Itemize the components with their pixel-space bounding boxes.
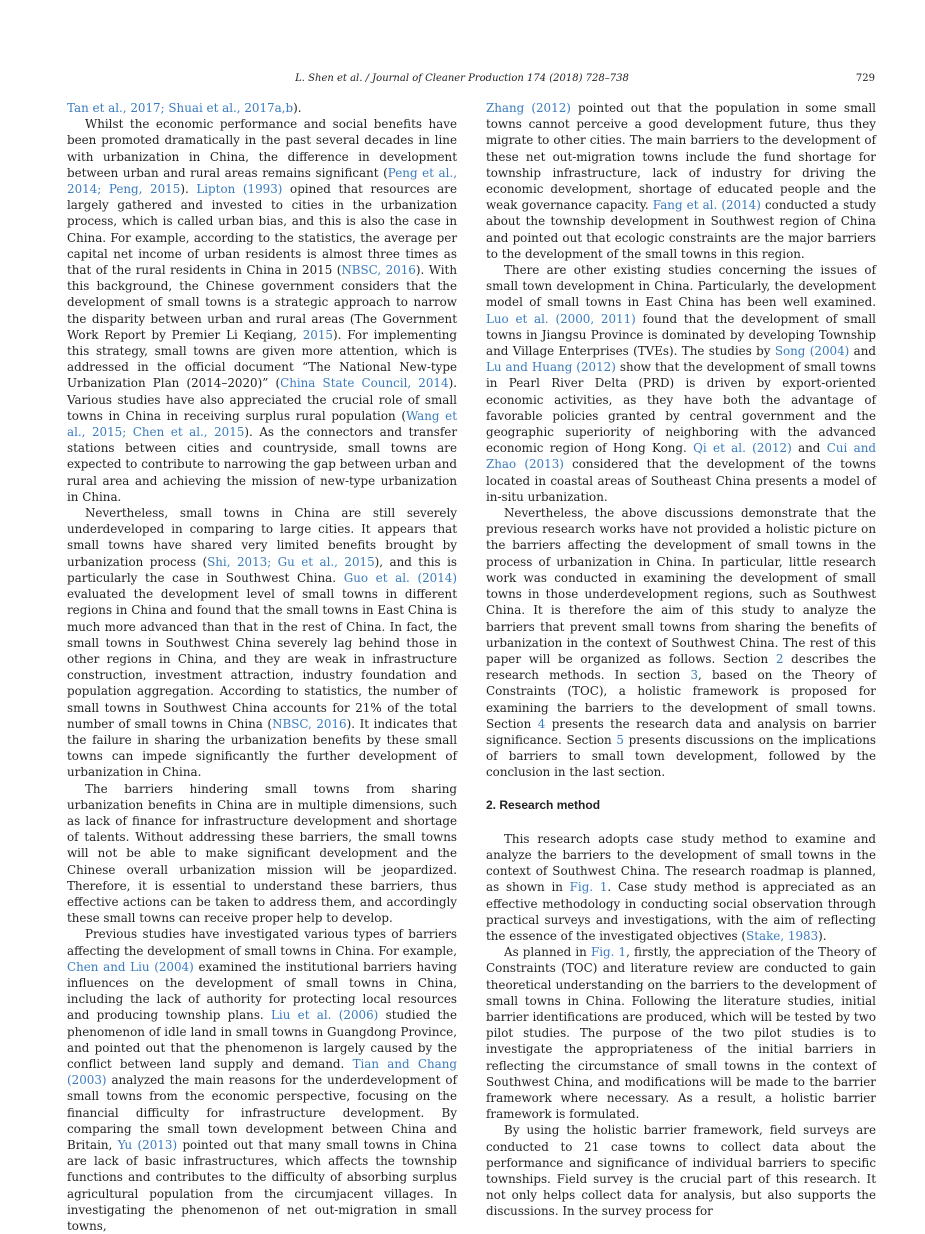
paragraph: The barriers hindering small towns from sharing urbanization benefits in China are in multiple dimensions, such as lack of finance for infrastructure development and shortage of talents. Without addressing these barriers, the small towns will not be able to make significant development and the Chinese overall urbanization mission will be jeopardized. Therefore, it is essential to understand these barriers, thus effective actions can be taken to address them, and accordingly these small towns can receive proper help to develop. [67,781,457,926]
citation-link[interactable]: Qi et al. (2012) [693,441,792,456]
citation-link[interactable]: Lu and Huang (2012) [486,360,616,375]
section-link[interactable]: 3 [690,668,699,683]
section-link[interactable]: 4 [537,716,546,731]
paragraph: As planned in Fig. 1, firstly, the appreciation of the Theory of Constraints (TOC) and literature review are conducted to gain theoretical understanding on the barriers to the development of small towns in China. Following the literature studies, initial barrier identifications are produced, which will be tested by two pilot studies. The purpose of the two pilot studies is to investigate the appropriateness of the initial barriers in reflecting the circumstance of small towns in the context of Southwest China, and modifications will be made to the barrier framework where necessary. As a result, a holistic barrier framework is formulated. [486,945,877,1122]
section-link[interactable]: 2 [775,651,784,666]
right-column [486,100,876,1220]
paragraph: Previous studies have investigated various types of barriers affecting the development of small towns in China. For example, Chen and Liu (2004) examined the institutional barriers having influences on the development of small towns in China, including the lack of authority for protecting local resources and producing township plans. Liu et al. (2006) studied the phenomenon of idle land in small towns in Guangdong Province, and pointed out that the phenomenon is largely caused by the conflict between land supply and demand. Tian and Chang (2003) analyzed the main reasons for the underdevelopment of small towns from the economic perspective, focusing on the financial difficulty for infrastructure development. By comparing the small town development between China and Britain, Yu (2013) pointed out that many small towns in China are lack of basic infrastructures, which affects the township functions and contributes to the difficulty of absorbing surplus agricultural population from the circumjacent villages. In investigating the phenomenon of net out-migration in small towns, [67,927,458,1234]
citation-link[interactable]: Tian and Chang (2003) [67,1056,458,1088]
page-number: 729 [855,73,875,84]
citation-link[interactable]: Guo et al. (2014) [343,570,457,585]
paragraph: By using the holistic barrier framework, field surveys are conducted to 21 case towns to collect data about the performance and significance of individual barriers to specific townships. Field survey is the crucial part of this research. It not only helps collect data for analysis, but also supports the discussions. In the survey process for [486,1123,876,1219]
citation-link[interactable]: NBSC, 2016 [341,263,416,278]
paragraph: Nevertheless, the above discussions demonstrate that the previous research works have not provided a holistic picture on the barriers affecting the development of small towns in the process of urbanization in China. In particular, little research work was conducted in examining the development of small towns in those underdevelopment regions, such as Southwest China. It is therefore the aim of this study to analyze the barriers that prevent small towns from sharing the benefits of urbanization in the context of Southwest China. The rest of this paper will be organized as follows. Section 2 describes the research methods. In section 3, based on the Theory of Constraints (TOC), a holistic framework is proposed for examining the barriers to the development of small towns. Section 4 presents the research data and analysis on barrier significance. Section 5 presents discussions on the implications of barriers to small town development, followed by the conclusion in the last section. [486,506,876,780]
citation-link[interactable]: Cui and Zhao (2013) [486,441,877,472]
paragraph: Tan et al., 2017; Shuai et al., 2017a,b). [67,101,302,115]
citation-link[interactable]: Song (2004) [774,344,850,359]
section-heading: 2. Research method [486,797,601,812]
citation-link[interactable]: Liu et al. (2006) [271,1008,379,1023]
citation-link[interactable]: 2015 [302,327,333,342]
citation-link[interactable]: Zhang (2012) [486,101,571,115]
citation-link[interactable]: Yu (2013) [117,1138,178,1152]
left-column [67,100,457,1234]
citation-link[interactable]: Stake, 1983 [746,928,819,943]
citation-link[interactable]: Fang et al. (2014) [652,198,761,213]
citation-link[interactable]: Peng et al., 2014; Peng, 2015 [67,165,457,197]
citation-link[interactable]: China State Council, 2014 [280,376,449,391]
citation-link[interactable]: Shi, 2013; Gu et al., 2015 [207,554,375,569]
paragraph: This research adopts case study method to examine and analyze the barriers to the development of small towns in the context of Southwest China. The research roadmap is planned, as shown in Fig. 1. Case study method is appreciated as an effective methodology in conducting social observation through practical surveys and investigations, with the aim of reflecting the essence of the investigated objectives (Stake, 1983). [486,831,876,943]
citation-link[interactable]: Tan et al., 2017; Shuai et al., 2017a,b [67,101,294,115]
citation-link[interactable]: Wang et al., 2015; Chen et al., 2015 [67,408,457,440]
paragraph: Whilst the economic performance and social benefits have been promoted dramatically in the past several decades in line with urbanization in China, the difference in development between urban and rural areas remains significant (Peng et al., 2014; Peng, 2015). Lipton (1993) opined that resources are largely gathered and invested to cities in the urbanization process, which is called urban bias, and this is also the case in China. For example, according to the statistics, the average per capital net income of urban residents is almost three times as that of the rural residents in China in 2015 (NBSC, 2016). With this background, the Chinese government considers that the development of small towns is a strategic approach to narrow the disparity between urban and rural areas (The Government Work Report by Premier Li Keqiang, 2015). For implementing this strategy, small towns are given more attention, which is addressed in the official document “The National New-type Urbanization Plan (2014–2020)” (China State Council, 2014). Various studies have also appreciated the crucial role of small towns in China in receiving surplus rural population (Wang et al., 2015; Chen et al., 2015). As the connectors and transfer stations between cities and countryside, small towns are expected to contribute to narrowing the gap between urban and rural area and achieving the mission of new-type urbanization in China. [67,117,457,504]
figure-link[interactable]: Fig. 1 [569,880,608,895]
paragraph: Zhang (2012) pointed out that the population in some small towns cannot perceive a good development future, thus they migrate to other cities. The main barriers to the development of these net out-migration towns include the fund shortage for township infrastructure, lack of industry for driving the economic development, shortage of educated people and the weak governance capacity. Fang et al. (2014) conducted a study about the township development in Southwest region of China and pointed out that ecologic constraints are the major barriers to the development of the small towns in this region. [486,101,876,261]
citation-link[interactable]: Luo et al. (2000, 2011) [486,311,636,326]
citation-link[interactable]: Chen and Liu (2004) [67,959,194,974]
section-link[interactable]: 5 [616,732,624,747]
citation-link[interactable]: Lipton (1993) [196,182,283,197]
paragraph: There are other existing studies concerning the issues of small town development in China. Particularly, the development model of small towns in East China has been well examined. Luo et al. (2000, 2011) found that the development of small towns in Jiangsu Province is dominated by developing Township and Village Enterprises (TVEs). The studies by Song (2004) and Lu and Huang (2012) show that the development of small towns in Pearl River Delta (PRD) is driven by export-oriented economic activities, as they have both the advantage of favorable policies granted by central government and the geographic superiority of neighboring with the advanced economic region of Hong Kong. Qi et al. (2012) and Cui and Zhao (2013) considered that the development of the towns located in coastal areas of Southeast China presents a model of in-situ urbanization. [486,263,877,504]
page-header [0,70,925,90]
running-head: L. Shen et al. / Journal of Cleaner Production 174 (2018) 728–738 [295,73,629,84]
paragraph: Nevertheless, small towns in China are still severely underdeveloped in comparing to large cities. It appears that small towns have shared very limited benefits brought by urbanization process (Shi, 2013; Gu et al., 2015), and this is particularly the case in Southwest China. Guo et al. (2014) evaluated the development level of small towns in different regions in China and found that the small towns in East China is much more advanced than that in the rest of China. In fact, the small towns in Southwest China severely lag behind those in other regions in China, and they are weak in infrastructure construction, investment attraction, industry foundation and population aggregation. According to statistics, the number of small towns in Southwest China accounts for 21% of the total number of small towns in China (NBSC, 2016). It indicates that the failure in sharing the urbanization benefits by these small towns can impede significantly the further development of urbanization in China. [67,506,457,780]
citation-link[interactable]: NBSC, 2016 [272,716,347,731]
figure-link[interactable]: Fig. 1 [590,945,627,960]
